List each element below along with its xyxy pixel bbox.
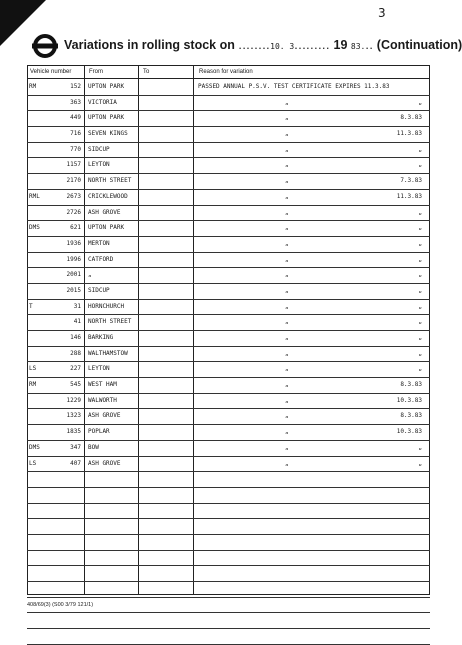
page-number: 3: [378, 6, 386, 20]
expiry-date: „: [418, 365, 422, 373]
expiry-date: „: [418, 349, 422, 357]
vehicle-class: RM: [29, 83, 37, 90]
table-row: [27, 143, 430, 159]
vehicle-number: 2673: [66, 192, 81, 200]
expiry-date: 8.3.83: [400, 412, 422, 420]
expiry-date: „: [418, 459, 422, 467]
table-row: [27, 378, 430, 394]
table-row: [27, 174, 430, 190]
reason-ditto: „: [285, 98, 289, 106]
table-row: [27, 409, 430, 425]
from-garage: „: [88, 271, 92, 279]
date-dots-right: .........: [294, 38, 331, 52]
from-garage: SEVEN KINGS: [88, 130, 128, 138]
vehicle-number: 152: [70, 83, 81, 90]
header-reason: Reason for variation: [199, 69, 253, 75]
vehicle-number: 227: [70, 365, 81, 373]
from-garage: NORTH STREET: [88, 318, 132, 326]
london-transport-roundel-icon: [32, 33, 58, 59]
vehicle-number: 2015: [66, 286, 81, 294]
footer-code: 408/69(3) (S00 3/79 121/1): [27, 602, 94, 608]
form-title: [64, 38, 462, 52]
vehicle-number: 407: [70, 459, 81, 467]
vehicle-number: 770: [70, 145, 81, 153]
table-row: [27, 96, 430, 112]
from-garage: BARKING: [88, 334, 114, 341]
expiry-date: 11.3.83: [396, 192, 422, 200]
reason-text: PASSED ANNUAL P.S.V. TEST CERTIFICATE EXPIRES 11.3.83: [198, 83, 390, 90]
reason-ditto: „: [285, 145, 289, 153]
table-row: [27, 80, 430, 96]
vehicle-number: 449: [70, 114, 81, 122]
from-garage: SIDCUP: [88, 145, 110, 153]
blank-row: [27, 488, 430, 504]
reason-ditto: „: [285, 381, 289, 389]
table-row: [27, 284, 430, 300]
vehicle-class: LS: [29, 365, 37, 373]
expiry-date: „: [418, 224, 422, 232]
reason-ditto: „: [285, 428, 289, 436]
reason-ditto: „: [285, 161, 289, 169]
date-dots-left: ........: [238, 38, 271, 52]
table-row: [27, 268, 430, 284]
from-garage: WALWORTH: [88, 396, 117, 404]
from-garage: LEYTON: [88, 365, 110, 373]
vehicle-number: 363: [70, 98, 81, 106]
reason-ditto: „: [285, 412, 289, 420]
table-row: [27, 221, 430, 237]
vehicle-number: 288: [70, 349, 81, 357]
table-row: [27, 425, 430, 441]
vehicle-class: LS: [29, 459, 37, 467]
table-row: [27, 347, 430, 363]
reason-ditto: „: [285, 271, 289, 279]
vehicle-class: DMS: [29, 224, 40, 232]
from-garage: POPLAR: [88, 428, 110, 436]
expiry-date: „: [418, 239, 422, 247]
from-garage: NORTH STREET: [88, 177, 132, 185]
expiry-date: „: [418, 208, 422, 216]
from-garage: WEST HAM: [88, 381, 117, 389]
table-row: [27, 300, 430, 316]
expiry-date: 8.3.83: [400, 114, 422, 122]
year-handwritten: 83.: [350, 42, 366, 51]
from-garage: CATFORD: [88, 255, 114, 263]
vehicle-class: RM: [29, 381, 37, 389]
expiry-date: „: [418, 145, 422, 153]
reason-ditto: „: [285, 177, 289, 185]
table-row: [27, 441, 430, 457]
year-dots: ..: [365, 38, 374, 52]
table-row: [27, 394, 430, 410]
table-row: [27, 237, 430, 253]
from-garage: SIDCUP: [88, 286, 110, 294]
vehicle-number: 2170: [66, 177, 81, 185]
from-garage: ASH GROVE: [88, 208, 121, 216]
expiry-date: 11.3.83: [396, 130, 422, 138]
expiry-date: „: [418, 318, 422, 326]
reason-ditto: „: [285, 334, 289, 341]
blank-row: [27, 504, 430, 520]
header-to: To: [143, 69, 150, 75]
vehicle-number: 1323: [66, 412, 81, 420]
blank-row: [27, 551, 430, 567]
expiry-date: 10.3.83: [396, 396, 422, 404]
header-vehicle-number: Vehicle number: [30, 69, 72, 75]
blank-row: [27, 566, 430, 582]
from-garage: WALTHAMSTOW: [88, 349, 128, 357]
expiry-date: 7.3.83: [400, 177, 422, 185]
table-row: [27, 206, 430, 222]
from-garage: UPTON PARK: [88, 114, 125, 122]
blank-row: [27, 535, 430, 551]
from-garage: UPTON PARK: [88, 83, 125, 90]
vehicle-number: 347: [70, 443, 81, 451]
from-garage: LEYTON: [88, 161, 110, 169]
table-body: [27, 80, 430, 645]
table-row: [27, 331, 430, 347]
date-handwritten: 10. 3: [270, 42, 295, 51]
reason-ditto: „: [285, 365, 289, 373]
vehicle-number: 1936: [66, 239, 81, 247]
blank-row: [27, 629, 430, 645]
reason-ditto: „: [285, 239, 289, 247]
reason-ditto: „: [285, 255, 289, 263]
expiry-date: 10.3.83: [396, 428, 422, 436]
expiry-date: „: [418, 98, 422, 106]
from-garage: MERTON: [88, 239, 110, 247]
expiry-date: „: [418, 286, 422, 294]
table-row: [27, 253, 430, 269]
vehicle-number: 1229: [66, 396, 81, 404]
vehicle-number: 31: [73, 302, 81, 310]
vehicle-number: 1835: [66, 428, 81, 436]
reason-ditto: „: [285, 114, 289, 122]
expiry-date: 8.3.83: [400, 381, 422, 389]
from-garage: VICTORIA: [88, 98, 117, 106]
blank-row: [27, 519, 430, 535]
reason-ditto: „: [285, 396, 289, 404]
reason-ditto: „: [285, 286, 289, 294]
vehicle-class: T: [29, 302, 33, 310]
vehicle-number: 545: [70, 381, 81, 389]
table-row: [27, 315, 430, 331]
expiry-date: „: [418, 271, 422, 279]
title-suffix: (Continuation): [376, 38, 462, 52]
reason-ditto: „: [285, 192, 289, 200]
table-row: [27, 158, 430, 174]
vehicle-number: 146: [70, 334, 81, 341]
vehicle-class: RML: [29, 192, 40, 200]
expiry-date: „: [418, 255, 422, 263]
from-garage: ASH GROVE: [88, 412, 121, 420]
reason-ditto: „: [285, 224, 289, 232]
vehicle-number: 621: [70, 224, 81, 232]
blank-row: [27, 582, 430, 598]
from-garage: UPTON PARK: [88, 224, 125, 232]
vehicle-number: 1996: [66, 255, 81, 263]
blank-row: [27, 472, 430, 488]
blank-row: [27, 613, 430, 629]
vehicle-number: 41: [73, 318, 81, 326]
reason-ditto: „: [285, 318, 289, 326]
vehicle-number: 2001: [66, 271, 81, 279]
expiry-date: „: [418, 161, 422, 169]
table-row: [27, 190, 430, 206]
from-garage: BOW: [88, 443, 99, 451]
expiry-date: „: [418, 334, 422, 341]
vehicle-number: 2726: [66, 208, 81, 216]
vehicle-number: 716: [70, 130, 81, 138]
year-prefix: 19: [333, 38, 348, 52]
header-divider: [27, 78, 430, 79]
table-row: [27, 127, 430, 143]
from-garage: HORNCHURCH: [88, 302, 125, 310]
from-garage: ASH GROVE: [88, 459, 121, 467]
table-row: [27, 362, 430, 378]
reason-ditto: „: [285, 302, 289, 310]
expiry-date: „: [418, 443, 422, 451]
vehicle-number: 1157: [66, 161, 81, 169]
title-prefix: Variations in rolling stock on: [64, 38, 235, 52]
reason-ditto: „: [285, 130, 289, 138]
from-garage: CRICKLEWOOD: [88, 192, 128, 200]
expiry-date: „: [418, 302, 422, 310]
reason-ditto: „: [285, 459, 289, 467]
reason-ditto: „: [285, 349, 289, 357]
reason-ditto: „: [285, 208, 289, 216]
table-row: [27, 111, 430, 127]
header-from: From: [89, 69, 103, 75]
reason-ditto: „: [285, 443, 289, 451]
table-row: [27, 457, 430, 473]
vehicle-class: DMS: [29, 443, 40, 451]
